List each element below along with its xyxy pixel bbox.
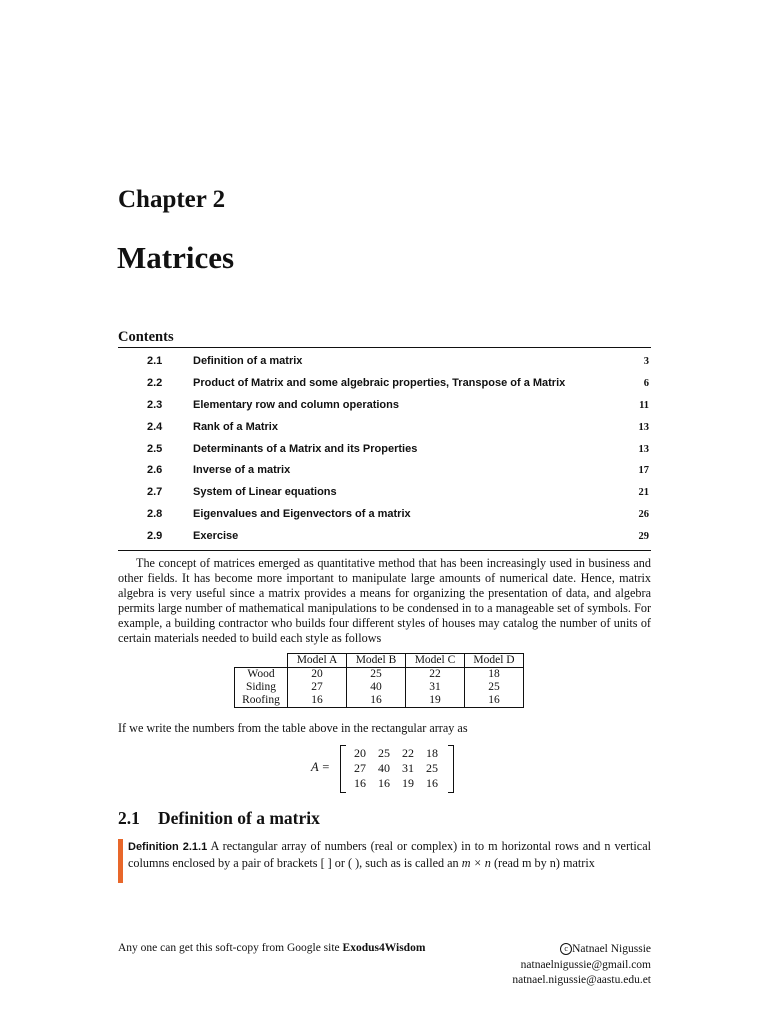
toc-item-number: 2.9 xyxy=(147,530,163,543)
table-column-header: Model D xyxy=(465,654,524,668)
table-cell: 16 xyxy=(288,694,347,708)
copyright-icon: c xyxy=(560,943,572,955)
matrix-entry: 40 xyxy=(378,761,390,775)
toc-item-title[interactable]: Inverse of a matrix xyxy=(193,464,291,477)
toc-item[interactable] xyxy=(118,395,651,417)
author-email-2[interactable]: natnael.nigussie@aastu.edu.et xyxy=(512,974,651,986)
section-heading xyxy=(118,808,320,829)
definition-label: Definition 2.1.1 xyxy=(128,841,208,853)
footer-note xyxy=(118,942,425,954)
toc-item-title[interactable]: Eigenvalues and Eigenvectors of a matrix xyxy=(193,508,411,521)
toc-item-page[interactable]: 26 xyxy=(638,509,649,521)
table-cell: 31 xyxy=(406,681,465,694)
toc-item[interactable] xyxy=(118,526,651,548)
toc-item[interactable] xyxy=(118,439,651,461)
toc-item-number: 2.6 xyxy=(147,464,163,477)
matrix-entry: 25 xyxy=(378,746,390,760)
table-column-header: Model B xyxy=(347,654,406,668)
section-number: 2.1 xyxy=(118,808,140,828)
table-row-label: Siding xyxy=(235,681,288,694)
matrix-entry: 25 xyxy=(426,761,438,775)
toc-item-number: 2.5 xyxy=(147,442,163,455)
toc-item-page[interactable]: 13 xyxy=(638,443,649,455)
toc-item[interactable] xyxy=(118,373,651,395)
table-column-header: Model C xyxy=(406,654,465,668)
matrix-entry: 16 xyxy=(354,776,366,790)
matrix-entries xyxy=(348,746,444,791)
toc-item-number: 2.7 xyxy=(147,486,163,499)
table-of-contents xyxy=(118,351,651,548)
matrix-entry: 31 xyxy=(402,761,414,775)
toc-item-page[interactable]: 13 xyxy=(638,421,649,433)
definition-block xyxy=(128,839,651,871)
toc-item-title[interactable]: Exercise xyxy=(193,530,239,543)
table-cell: 40 xyxy=(347,681,406,694)
table-row xyxy=(235,681,524,694)
toc-item-title[interactable]: Elementary row and column operations xyxy=(193,398,399,411)
toc-item[interactable] xyxy=(118,417,651,439)
table-cell: 20 xyxy=(288,668,347,682)
footer-site-name: Exodus4Wisdom xyxy=(342,942,426,954)
contents-heading: Contents xyxy=(118,329,174,345)
toc-item-title[interactable]: System of Linear equations xyxy=(193,486,337,499)
toc-item-page[interactable]: 17 xyxy=(638,465,649,477)
intro-paragraph: The concept of matrices emerged as quantitative method that has been increasingly used in business and other fields. It has become more important to manipulate large amounts of numerical date. Hence, matrix algebra is very useful since a matrix provides a means for organizing the presentation of data, and algebra permits large number of mathematical manipulations to be condensed in to a manageable set of symbols. For example, a building contractor who builds four different styles of houses may catalog the number of units of certain materials needed to build each style as follows xyxy=(118,556,651,645)
toc-item-number: 2.1 xyxy=(147,355,163,367)
toc-item-number: 2.3 xyxy=(147,398,163,411)
table-row-label: Wood xyxy=(235,668,288,682)
footer-author xyxy=(512,942,651,958)
footer-text: Any one can get this soft-copy from Google site xyxy=(118,942,343,954)
matrix-entry: 16 xyxy=(378,776,390,790)
table-cell: 16 xyxy=(347,694,406,708)
toc-item[interactable] xyxy=(118,504,651,526)
author-name: Natnael Nigussie xyxy=(572,943,651,955)
table-row xyxy=(235,668,524,682)
toc-item-page[interactable]: 11 xyxy=(639,399,649,411)
contents-top-rule xyxy=(118,347,651,348)
matrix-label: A = xyxy=(311,760,330,774)
array-intro-sentence: If we write the numbers from the table above in the rectangular array as xyxy=(118,721,468,735)
toc-item[interactable] xyxy=(118,482,651,504)
toc-item-number: 2.4 xyxy=(147,420,163,433)
toc-item-title[interactable]: Rank of a Matrix xyxy=(193,420,278,433)
footer-author-block xyxy=(512,942,651,989)
matrix-entry: 16 xyxy=(426,776,438,790)
toc-item-number: 2.8 xyxy=(147,508,163,521)
matrix-entry: 19 xyxy=(402,776,414,790)
section-title: Definition of a matrix xyxy=(158,808,320,828)
table-cell: 16 xyxy=(465,694,524,708)
definition-text-1: A rectangular array of numbers (real or complex) in to m horizontal rows and n vertical columns enclosed by a pair of brackets [ ] or ( ), such as is called an xyxy=(128,839,651,870)
table-cell: 19 xyxy=(406,694,465,708)
definition-math: m × n xyxy=(461,855,491,870)
contents-bottom-rule xyxy=(118,550,651,551)
toc-item-title[interactable]: Product of Matrix and some algebraic properties, Transpose of a Matrix xyxy=(193,376,566,389)
toc-item-number: 2.2 xyxy=(147,376,163,389)
toc-item-page[interactable]: 29 xyxy=(638,531,649,543)
table-cell: 22 xyxy=(406,668,465,682)
chapter-title: Matrices xyxy=(117,240,235,275)
materials-table xyxy=(234,653,524,708)
toc-item-title[interactable]: Definition of a matrix xyxy=(193,355,303,367)
table-row xyxy=(235,694,524,708)
toc-item[interactable] xyxy=(118,351,651,373)
table-column-header: Model A xyxy=(288,654,347,668)
matrix-entry: 18 xyxy=(426,746,438,760)
matrix-entry: 22 xyxy=(402,746,414,760)
table-cell: 18 xyxy=(465,668,524,682)
table-corner-cell xyxy=(235,654,288,668)
right-bracket xyxy=(448,745,454,793)
matrix-entry: 20 xyxy=(354,746,366,760)
toc-item[interactable] xyxy=(118,460,651,482)
toc-item-page[interactable]: 21 xyxy=(638,487,649,499)
toc-item-page[interactable]: 3 xyxy=(643,356,649,367)
table-cell: 25 xyxy=(465,681,524,694)
table-row-label: Roofing xyxy=(235,694,288,708)
toc-item-page[interactable]: 6 xyxy=(643,377,649,389)
definition-accent-bar xyxy=(118,839,123,883)
table-cell: 25 xyxy=(347,668,406,682)
chapter-label: Chapter 2 xyxy=(118,186,226,213)
author-email-1[interactable]: natnaelnigussie@gmail.com xyxy=(520,958,651,971)
left-bracket xyxy=(340,745,346,793)
matrix-entry: 27 xyxy=(354,761,366,775)
table-cell: 27 xyxy=(288,681,347,694)
toc-item-title[interactable]: Determinants of a Matrix and its Properties xyxy=(193,442,418,455)
definition-text-2: (read m by n) matrix xyxy=(490,855,595,870)
